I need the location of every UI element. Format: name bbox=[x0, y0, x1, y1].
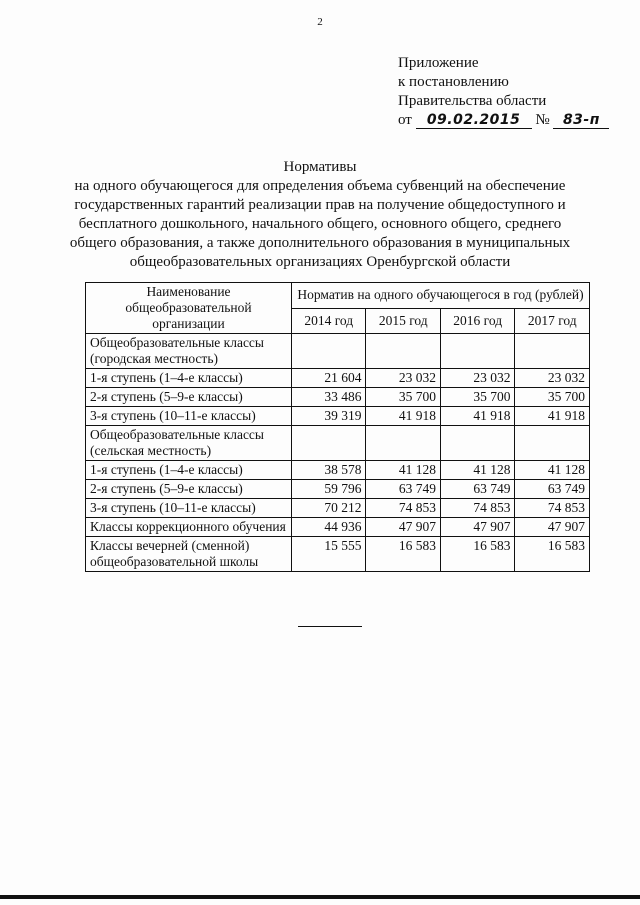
row-value bbox=[366, 426, 440, 461]
header-name: Наименование общеобразовательной организации bbox=[86, 283, 292, 334]
row-value: 35 700 bbox=[440, 388, 514, 407]
row-value: 41 918 bbox=[366, 407, 440, 426]
appendix-line-1: Приложение bbox=[398, 55, 479, 71]
scan-edge-bar bbox=[0, 895, 640, 899]
row-value: 16 583 bbox=[366, 537, 440, 572]
row-value: 74 853 bbox=[515, 499, 590, 518]
row-name: 1-я ступень (1–4-е классы) bbox=[86, 461, 292, 480]
document-title bbox=[60, 158, 580, 272]
row-name: Общеобразовательные классы (городская местность) bbox=[86, 334, 292, 369]
header-year: 2015 год bbox=[366, 308, 440, 334]
table-row bbox=[86, 461, 590, 480]
table-row bbox=[86, 426, 590, 461]
row-value bbox=[515, 426, 590, 461]
row-name: 2-я ступень (5–9-е классы) bbox=[86, 480, 292, 499]
table-row bbox=[86, 369, 590, 388]
table-row bbox=[86, 388, 590, 407]
row-value bbox=[292, 426, 366, 461]
row-value: 21 604 bbox=[292, 369, 366, 388]
row-value: 63 749 bbox=[366, 480, 440, 499]
row-value: 23 032 bbox=[366, 369, 440, 388]
appendix-block bbox=[398, 54, 609, 130]
row-value: 39 319 bbox=[292, 407, 366, 426]
row-value: 41 128 bbox=[366, 461, 440, 480]
row-value: 16 583 bbox=[440, 537, 514, 572]
appendix-line-2: к постановлению bbox=[398, 74, 509, 90]
row-value: 47 907 bbox=[366, 518, 440, 537]
row-value: 41 128 bbox=[515, 461, 590, 480]
row-value: 41 918 bbox=[440, 407, 514, 426]
appendix-date-line bbox=[398, 111, 609, 130]
row-value: 23 032 bbox=[440, 369, 514, 388]
row-name: Классы коррекционного обучения bbox=[86, 518, 292, 537]
header-year: 2014 год bbox=[292, 308, 366, 334]
header-year: 2016 год bbox=[440, 308, 514, 334]
row-value: 41 918 bbox=[515, 407, 590, 426]
row-value: 70 212 bbox=[292, 499, 366, 518]
title-heading: Нормативы bbox=[283, 159, 357, 175]
row-name: 1-я ступень (1–4-е классы) bbox=[86, 369, 292, 388]
number-value: 83-п bbox=[562, 112, 600, 128]
row-value: 33 486 bbox=[292, 388, 366, 407]
table-row bbox=[86, 537, 590, 572]
row-value bbox=[440, 334, 514, 369]
row-value: 41 128 bbox=[440, 461, 514, 480]
row-value: 16 583 bbox=[515, 537, 590, 572]
number-prefix: № bbox=[535, 112, 550, 128]
row-name: 3-я ступень (10–11-е классы) bbox=[86, 499, 292, 518]
row-value: 44 936 bbox=[292, 518, 366, 537]
table-row bbox=[86, 334, 590, 369]
appendix-line-3: Правительства области bbox=[398, 93, 547, 109]
row-value: 59 796 bbox=[292, 480, 366, 499]
row-value: 63 749 bbox=[515, 480, 590, 499]
header-group: Норматив на одного обучающегося в год (рублей) bbox=[292, 283, 590, 309]
page-number: 2 bbox=[317, 16, 323, 28]
row-name: Классы вечерней (сменной) общеобразовательной школы bbox=[86, 537, 292, 572]
row-value bbox=[292, 334, 366, 369]
table-row bbox=[86, 518, 590, 537]
row-value bbox=[366, 334, 440, 369]
row-value: 38 578 bbox=[292, 461, 366, 480]
title-body: на одного обучающегося для определения объема субвенций на обеспечение государственных гарантий реализации прав на получение общедоступного и бесплатного дошкольного, начального общего, основного общего, среднего общего образования, а также дополнительного образования в муниципальных общеобразовательных организациях Оренбургской области bbox=[69, 178, 571, 270]
row-name: 2-я ступень (5–9-е классы) bbox=[86, 388, 292, 407]
row-value: 15 555 bbox=[292, 537, 366, 572]
row-value: 47 907 bbox=[515, 518, 590, 537]
end-rule bbox=[298, 626, 362, 627]
row-value: 63 749 bbox=[440, 480, 514, 499]
table-row bbox=[86, 499, 590, 518]
date-prefix: от bbox=[398, 112, 412, 128]
norms-table bbox=[85, 282, 590, 572]
header-year: 2017 год bbox=[515, 308, 590, 334]
row-value: 23 032 bbox=[515, 369, 590, 388]
row-value bbox=[440, 426, 514, 461]
row-name: Общеобразовательные классы (сельская местность) bbox=[86, 426, 292, 461]
row-value bbox=[515, 334, 590, 369]
row-value: 74 853 bbox=[366, 499, 440, 518]
row-value: 47 907 bbox=[440, 518, 514, 537]
row-value: 35 700 bbox=[366, 388, 440, 407]
row-value: 35 700 bbox=[515, 388, 590, 407]
row-name: 3-я ступень (10–11-е классы) bbox=[86, 407, 292, 426]
table-row bbox=[86, 480, 590, 499]
date-value: 09.02.2015 bbox=[426, 112, 521, 128]
table-row bbox=[86, 407, 590, 426]
row-value: 74 853 bbox=[440, 499, 514, 518]
